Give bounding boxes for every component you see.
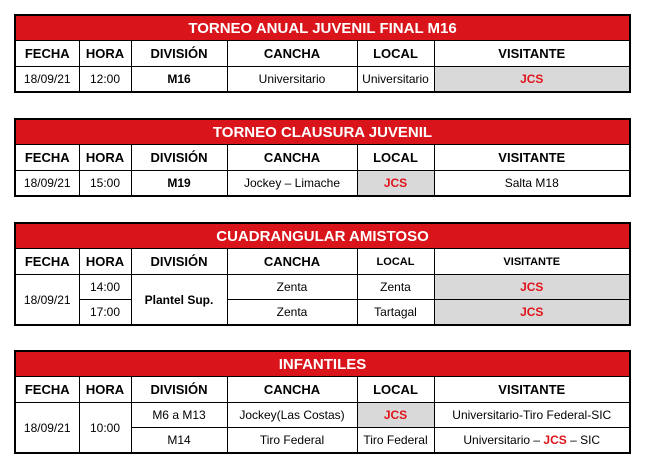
cell-hora: 15:00 — [79, 171, 131, 197]
cell-cancha: Jockey(Las Costas) — [227, 403, 357, 428]
visitante-jcs-highlight: JCS — [543, 433, 567, 447]
col-header-hora: HORA — [79, 377, 131, 403]
cell-hora: 10:00 — [79, 403, 131, 454]
cell-local: Zenta — [357, 275, 434, 300]
cell-cancha: Tiro Federal — [227, 428, 357, 454]
col-header-local: LOCAL — [357, 377, 434, 403]
visitante-part: – SIC — [566, 433, 601, 447]
col-header-division: DIVISIÓN — [131, 377, 227, 403]
table-row — [15, 300, 630, 326]
cell-local: Tartagal — [357, 300, 434, 326]
col-header-local: LOCAL — [357, 41, 434, 67]
col-header-visitante: VISITANTE — [434, 41, 630, 67]
cell-visitante — [434, 428, 630, 454]
table-title: TORNEO CLAUSURA JUVENIL — [15, 119, 630, 145]
table-title: INFANTILES — [15, 351, 630, 377]
cell-division: Plantel Sup. — [131, 275, 227, 326]
table-row — [15, 171, 630, 197]
cell-cancha: Universitario — [227, 67, 357, 93]
cell-local: JCS — [357, 403, 434, 428]
col-header-fecha: FECHA — [15, 145, 79, 171]
table-title: TORNEO ANUAL JUVENIL FINAL M16 — [15, 15, 630, 41]
table-row — [15, 67, 630, 93]
table-title: CUADRANGULAR AMISTOSO — [15, 223, 630, 249]
cell-cancha: Zenta — [227, 300, 357, 326]
cell-hora: 17:00 — [79, 300, 131, 326]
col-header-local: LOCAL — [357, 249, 434, 275]
table-row — [15, 275, 630, 300]
col-header-visitante: VISITANTE — [434, 377, 630, 403]
col-header-hora: HORA — [79, 145, 131, 171]
col-header-division: DIVISIÓN — [131, 145, 227, 171]
cell-division: M19 — [131, 171, 227, 197]
col-header-fecha: FECHA — [15, 249, 79, 275]
cell-hora: 12:00 — [79, 67, 131, 93]
col-header-visitante: VISITANTE — [434, 145, 630, 171]
cell-fecha: 18/09/21 — [15, 67, 79, 93]
cell-division: M16 — [131, 67, 227, 93]
col-header-hora: HORA — [79, 249, 131, 275]
col-header-local: LOCAL — [357, 145, 434, 171]
cell-hora: 14:00 — [79, 275, 131, 300]
cell-visitante: Universitario-Tiro Federal-SIC — [434, 403, 630, 428]
col-header-hora: HORA — [79, 41, 131, 67]
fixture-table-clausura-juvenil — [14, 118, 631, 197]
col-header-division: DIVISIÓN — [131, 249, 227, 275]
cell-visitante: JCS — [434, 67, 630, 93]
col-header-division: DIVISIÓN — [131, 41, 227, 67]
cell-fecha: 18/09/21 — [15, 171, 79, 197]
cell-cancha: Jockey – Limache — [227, 171, 357, 197]
cell-fecha: 18/09/21 — [15, 275, 79, 326]
cell-cancha: Zenta — [227, 275, 357, 300]
cell-local: JCS — [357, 171, 434, 197]
col-header-cancha: CANCHA — [227, 377, 357, 403]
table-row — [15, 403, 630, 428]
col-header-cancha: CANCHA — [227, 249, 357, 275]
fixture-table-infantiles — [14, 350, 631, 454]
cell-division: M6 a M13 — [131, 403, 227, 428]
fixture-table-anual-juvenil — [14, 14, 631, 93]
cell-visitante: JCS — [434, 300, 630, 326]
col-header-cancha: CANCHA — [227, 145, 357, 171]
cell-visitante: JCS — [434, 275, 630, 300]
cell-visitante: Salta M18 — [434, 171, 630, 197]
cell-fecha: 18/09/21 — [15, 403, 79, 454]
fixture-table-cuadrangular-amistoso — [14, 222, 631, 326]
col-header-fecha: FECHA — [15, 41, 79, 67]
cell-local: Universitario — [357, 67, 434, 93]
cell-division: M14 — [131, 428, 227, 454]
col-header-fecha: FECHA — [15, 377, 79, 403]
visitante-part: Universitario – — [463, 433, 544, 447]
col-header-cancha: CANCHA — [227, 41, 357, 67]
cell-local: Tiro Federal — [357, 428, 434, 454]
col-header-visitante: VISITANTE — [434, 249, 630, 275]
